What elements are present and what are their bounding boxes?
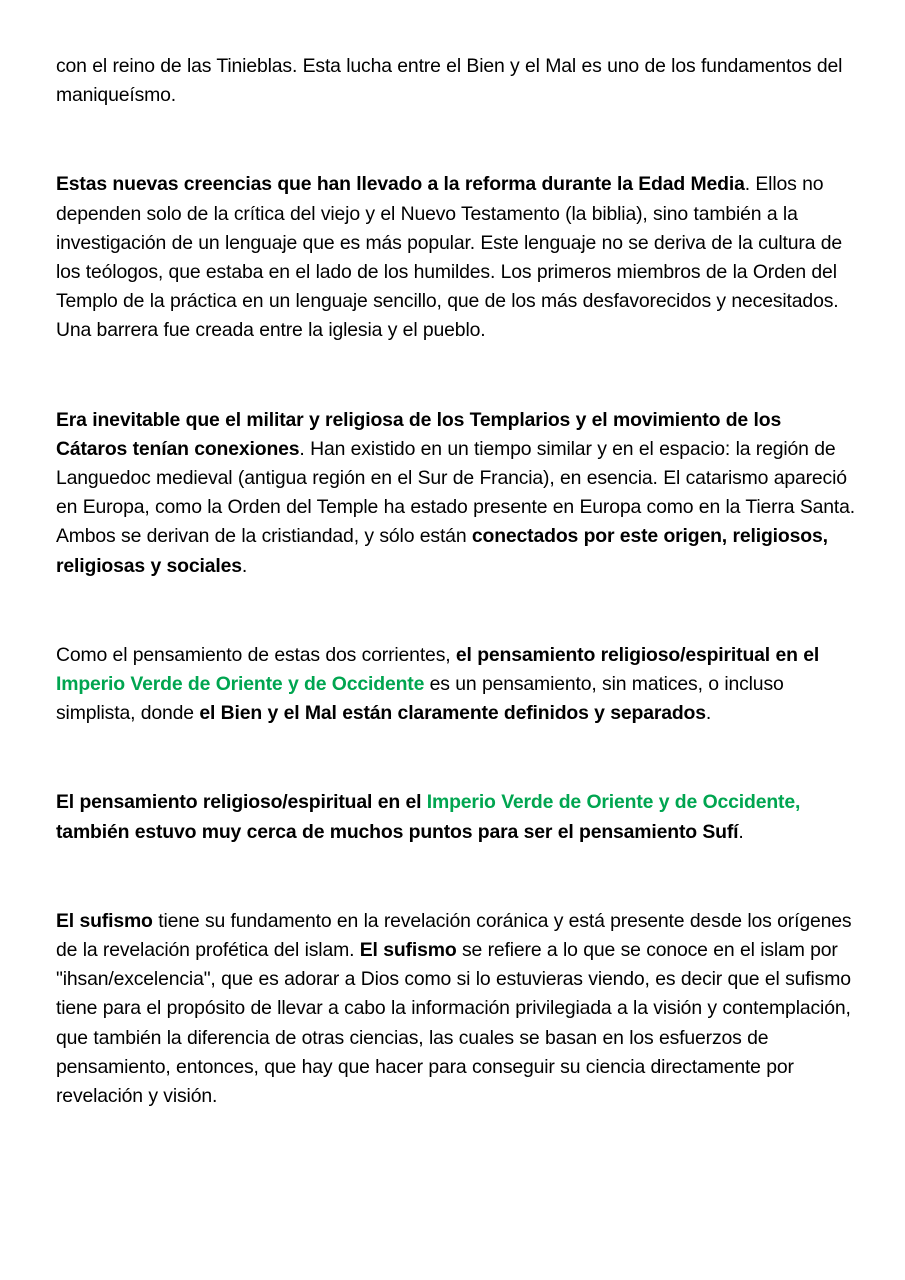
paragraph-p3-templarios-cataros (56, 406, 856, 581)
text-run: . (241, 554, 248, 577)
text-run: Como el pensamiento de estas dos corrientes, (56, 643, 456, 666)
bold-text-run: el pensamiento religioso/espiritual en el (455, 643, 820, 666)
green-highlight-text: Imperio Verde de Oriente y de Occidente, (426, 791, 801, 814)
document-body (56, 52, 856, 1111)
text-run: . (738, 820, 744, 843)
text-run: tiene su fundamento en la revelación coránica y está presente desde los orígenes de la revelación profética del islam. (56, 909, 852, 962)
bold-text-run: Estas nuevas creencias que han llevado a la reforma durante la Edad Media (56, 173, 745, 196)
text-run: . Han existido en un tiempo similar y en el espacio: la región de Languedoc medieval (antigua región en el Sur de Francia), en esencia. El catarismo apareció en Europa, como la Orden del Temple ha estado presente en Europa como en la Tierra Santa. Ambos se derivan de la cristiandad, y sólo están (56, 437, 856, 548)
bold-text-run: El sufismo (359, 939, 457, 962)
bold-text-run: Era inevitable que el militar y religiosa de los Templarios y el movimiento de los Cátaros tenían conexiones (56, 408, 782, 460)
paragraph-p4-imperio-verde (56, 641, 856, 729)
paragraph-p1-tinieblas (56, 52, 856, 110)
bold-text-run: también estuvo muy cerca de muchos puntos para ser el pensamiento Sufí (56, 820, 739, 843)
paragraph-p5-sufi (56, 788, 856, 846)
bold-text-run: el Bien y el Mal están claramente definidos y separados (199, 702, 706, 725)
green-highlight-text: Imperio Verde de Oriente y de Occidente (56, 673, 425, 696)
bold-text-run: El pensamiento religioso/espiritual en el (56, 791, 427, 814)
paragraph-p6-sufismo (56, 907, 856, 1111)
bold-text-run: El sufismo (56, 909, 153, 932)
paragraph-p2-edad-media (56, 170, 856, 345)
text-run: se refiere a lo que se conoce en el islam por "ihsan/excelencia", que es adorar a Dios como si lo estuvieras viendo, es decir que el sufismo tiene para el propósito de llevar a cabo la información privilegiada a la visión y contemplación, que también la diferencia de otras ciencias, las cuales se basan en los esfuerzos de pensamiento, entonces, que hay que hacer para conseguir su ciencia directamente por revelación y visión. (56, 939, 851, 1108)
bold-text-run: conectados por este origen, religiosos, religiosas y sociales (56, 525, 828, 577)
text-run: es un pensamiento, sin matices, o incluso simplista, donde (56, 673, 784, 725)
text-run: . Ellos no dependen solo de la crítica del viejo y el Nuevo Testamento (la biblia), sino también a la investigación de un lenguaje que es más popular. Este lenguaje no se deriva de la cultura de los teólogos, que estaba en el lado de los humildes. Los primeros miembros de la Orden del Templo de la práctica en un lenguaje sencillo, que de los más desfavorecidos y necesitados. Una barrera fue creada entre la iglesia y el pueblo. (56, 173, 843, 342)
text-run: con el reino de las Tinieblas. Esta lucha entre el Bien y el Mal es uno de los fundamentos del maniqueísmo. (56, 55, 843, 107)
text-run: . (705, 702, 712, 725)
